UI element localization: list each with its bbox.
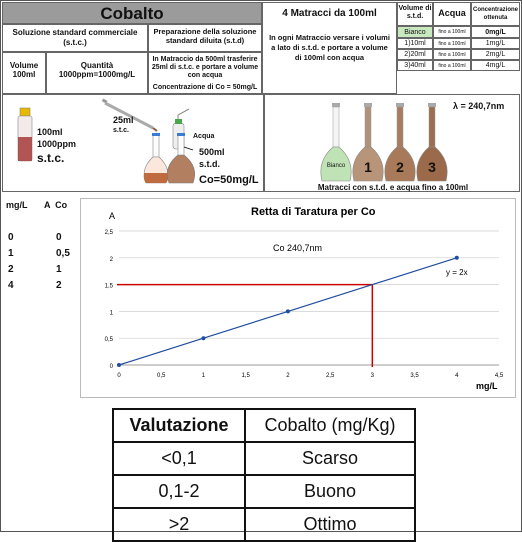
table-row [113, 409, 415, 442]
valutazione-cell: Buono [245, 475, 415, 508]
conc-text: Concentrazione di Co = 50mg/L [152, 84, 258, 91]
lambda-label: λ = 240,7nm [453, 101, 505, 111]
y-tick-label: 1 [109, 310, 113, 317]
flask-500ml-label: 500ml [199, 147, 225, 157]
std-table [397, 2, 520, 94]
prep-text-cell [148, 52, 262, 94]
flask-std-label: s.t.d. [199, 159, 221, 169]
x-tick-label: 0,5 [157, 373, 166, 379]
row-1-acqua: fino a 100ml [433, 38, 471, 49]
large-flask-icon [167, 133, 194, 183]
x-tick-label: 4,5 [494, 373, 504, 379]
row-3-acqua: fino a 100ml [433, 60, 471, 71]
table-row [113, 475, 415, 508]
chart-title: Retta di Taratura per Co [251, 206, 376, 218]
data-point [286, 309, 290, 313]
small-flask-icon [144, 133, 169, 183]
flask-conc-label: Co=50mg/L [199, 174, 259, 186]
valutazione-cell: Ottimo [245, 508, 415, 541]
stc-header-cell [2, 24, 148, 52]
x-tick-label: 0 [117, 373, 121, 379]
row-bianco-conc: 0mg/L [471, 26, 520, 38]
volume-label: Volume [9, 61, 39, 70]
data-header-aco: A Co [44, 200, 68, 210]
x-tick-label: 4 [455, 373, 459, 379]
x-tick-label: 3,5 [410, 373, 419, 379]
col-conc-header: Concentrazione ottenuta [471, 2, 520, 26]
x-tick-label: 1 [201, 373, 206, 379]
data-header-mgl: mg/L [6, 200, 28, 210]
flask-label-1: 1 [364, 159, 372, 175]
valutazione-cell: <0,1 [113, 442, 245, 475]
y-tick-label: 2 [109, 256, 113, 263]
col-volume-header: Volume di s.t.d. [397, 2, 433, 26]
data-cell-1-0: 1 [8, 248, 14, 259]
illustration-left [2, 94, 264, 192]
volume-cell [2, 52, 46, 94]
data-cell-3-1: 2 [56, 280, 62, 291]
calibration-data-table [4, 200, 74, 300]
cobalto-header: Cobalto (mg/Kg) [245, 409, 415, 442]
valutazione-cell: 0,1-2 [113, 475, 245, 508]
data-cell-2-1: 1 [56, 264, 62, 275]
data-point [117, 363, 121, 367]
data-cell-0-1: 0 [56, 232, 62, 243]
row-2-acqua: fino a 100ml [433, 49, 471, 60]
matracci-text: In ogni Matraccio versare i volumi a lato di s.t.d. e portare a volume di 100ml con acqua [269, 33, 390, 62]
flask-bianco-icon [321, 103, 351, 181]
matracci-title: 4 Matracci da 100ml [282, 8, 377, 19]
x-tick-label: 1,5 [241, 373, 250, 379]
y-tick-label: 2,5 [104, 230, 113, 236]
data-cell-3-0: 4 [8, 280, 14, 291]
flask-label-2: 2 [396, 159, 404, 175]
flask-label-3: 3 [428, 159, 436, 175]
illustration-right [264, 94, 520, 192]
chart-equation: y = 2x [446, 268, 468, 277]
quantita-cell [46, 52, 148, 94]
acqua-label: Acqua [193, 133, 215, 140]
row-1-conc: 1mg/L [471, 38, 520, 49]
page-title: Cobalto [2, 2, 262, 24]
flask-label-bianco: Bianco [326, 163, 346, 169]
x-tick-label: 3 [370, 373, 375, 379]
data-cell-2-0: 2 [8, 264, 14, 275]
data-cell-1-1: 0,5 [56, 248, 70, 259]
data-cell-0-0: 0 [8, 232, 14, 243]
y-tick-label: 0,5 [104, 337, 113, 344]
valutazione-table [112, 408, 416, 542]
valutazione-header: Valutazione [113, 409, 245, 442]
quantita-value: 1000ppm=1000mg/L [58, 70, 136, 79]
matracci-cell [262, 2, 397, 94]
col-acqua-header: Acqua [433, 2, 471, 26]
bottle-stc-label: s.t.c. [37, 151, 65, 165]
data-point [455, 256, 459, 260]
valutazione-section [112, 408, 416, 542]
prep-text: In Matraccio da 500ml trasferire 25ml di s.t.c. e portare a volume con acqua [151, 56, 259, 79]
row-3-vol: 3)40ml [397, 60, 433, 71]
row-bianco-vol: Bianco [397, 26, 433, 38]
matracci-caption: Matracci con s.t.d. e acqua fino a 100ml [317, 183, 469, 192]
calibration-chart [80, 198, 516, 398]
bottle-100ml-label: 100ml [37, 127, 63, 137]
row-2-vol: 2)20ml [397, 49, 433, 60]
table-row [113, 508, 415, 541]
y-axis-label: A [109, 211, 116, 221]
volume-value: 100ml [12, 70, 36, 79]
prep-label: Preparazione della soluzione standard diluita (s.t.d) [153, 27, 257, 45]
chart-svg [81, 199, 515, 397]
table-row [113, 442, 415, 475]
stc-bottle-icon [18, 108, 32, 161]
x-tick-label: 2,5 [325, 373, 335, 379]
row-bianco-acqua: fino a 100ml [433, 26, 471, 38]
valutazione-cell: Scarso [245, 442, 415, 475]
prep-header-cell [148, 24, 262, 52]
valutazione-cell: >2 [113, 508, 245, 541]
pipette-stc-label: s.t.c. [113, 127, 129, 134]
x-tick-label: 2 [286, 373, 290, 379]
row-2-conc: 2mg/L [471, 49, 520, 60]
quantita-label: Quantità [80, 61, 114, 70]
y-tick-label: 1,5 [104, 283, 113, 290]
row-1-vol: 1)10ml [397, 38, 433, 49]
data-point [201, 336, 205, 340]
stc-label: Soluzione standard commerciale (s.t.c.) [12, 28, 138, 47]
chart-subtitle: Co 240,7nm [273, 243, 323, 253]
bottle-1000ppm-label: 1000ppm [37, 139, 77, 149]
pipette-25ml-label: 25ml [113, 115, 134, 125]
row-3-conc: 4mg/L [471, 60, 520, 71]
y-tick-label: 0 [109, 364, 113, 370]
x-axis-label: mg/L [476, 381, 498, 391]
